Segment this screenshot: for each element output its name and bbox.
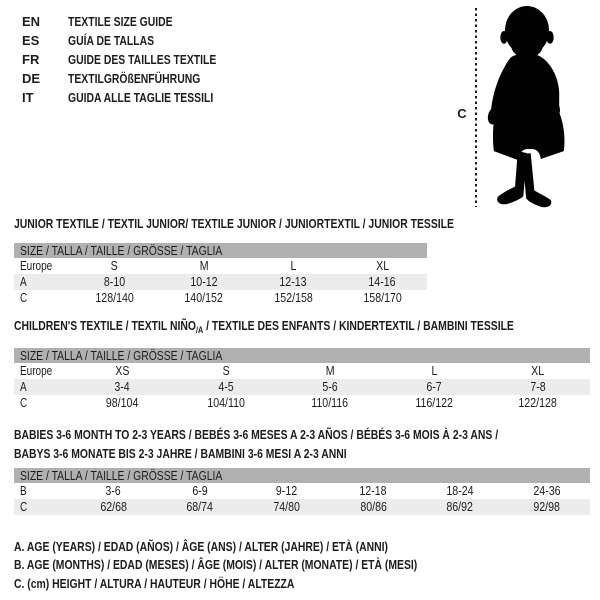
table-cell: 14-16 [368,275,396,289]
language-header [22,12,253,107]
children-table-title [14,319,600,337]
row-label: Europe [20,364,53,378]
table-cell: 92/98 [533,500,560,514]
table-cell: 110/116 [311,396,349,410]
table-cell: 116/122 [415,396,453,410]
table-row [14,379,590,395]
children-size-header-bar [14,348,590,363]
title-subscript: /A [195,325,204,335]
table-row [14,499,590,515]
row-label: Europe [20,259,53,273]
table-cell: 152/158 [273,291,313,305]
table-cell: 24-36 [533,484,561,498]
table-row [14,274,427,290]
table-cell: 7-8 [530,380,546,394]
table-cell: 3-4 [114,380,130,394]
table-cell: 158/170 [363,291,402,305]
row-label: A [20,275,27,289]
lang-code: EN [22,14,41,29]
table-cell: 122/128 [518,396,558,410]
children-size-table [14,348,590,411]
footnote-b [14,556,518,575]
table-cell: 80/86 [360,500,387,514]
table-cell: 74/80 [273,500,300,514]
table-cell: 140/152 [184,291,224,305]
footnote-text: A. AGE (YEARS) / EDAD (AÑOS) / ÂGE (ANS) / ALTER (JAHRE) / ETÀ (ANNI) [14,538,389,554]
babies-title-line2: BABYS 3-6 MONATE BIS 2-3 JAHRE / BAMBINI 3-6 MESI A 2-3 ANNI [14,445,347,461]
lang-row-es [22,31,253,50]
table-cell: XS [114,364,130,378]
lang-code: ES [22,33,40,48]
height-marker-label: C [457,106,467,121]
lang-code: IT [22,90,34,105]
row-label: C [20,396,28,410]
table-cell: 10-12 [190,275,218,289]
table-cell: 104/110 [207,396,245,410]
size-header-label: SIZE / TALLA / TAILLE / GRÖSSE / TAGLIA [20,243,223,258]
table-cell: L [431,364,437,378]
row-label: B [20,484,27,498]
table-cell: 9-12 [276,484,298,498]
table-cell: XL [375,259,389,273]
size-header-label: SIZE / TALLA / TAILLE / GRÖSSE / TAGLIA [20,468,223,483]
footnote-c [14,574,518,593]
junior-table-title [14,217,564,231]
table-row [14,483,590,499]
table-cell: 128/140 [95,291,134,305]
height-dashed-line [475,8,477,207]
footnote-text: C. (cm) HEIGHT / ALTURA / HAUTEUR / HÖHE / ALTEZZA [14,575,295,591]
table-cell: 98/104 [105,396,139,410]
lang-label: GUIDE DES TAILLES TEXTILE [68,52,217,67]
lang-label: TEXTILE SIZE GUIDE [68,14,173,29]
table-cell: M [199,259,209,273]
table-cell: 86/92 [446,500,474,514]
table-cell: 6-7 [426,380,442,394]
lang-label: GUIDA ALLE TAGLIE TESSILI [68,90,214,105]
table-cell: M [325,364,335,378]
babies-title-line1: BABIES 3-6 MONTH TO 2-3 YEARS / BEBÉS 3-6 MESES A 2-3 AÑOS / BÉBÉS 3-6 MOIS À 2-3 ANS / [14,427,499,442]
row-label: A [20,380,27,394]
lang-row-en [22,12,253,31]
table-cell: 12-18 [359,484,387,498]
lang-code: FR [22,52,40,67]
footnotes [14,537,518,593]
toddler-silhouette-icon [481,4,573,210]
table-cell: XL [531,364,545,378]
row-label: C [20,500,28,514]
babies-table-title [14,426,600,463]
table-row [14,290,427,306]
table-cell: 3-6 [105,484,122,498]
table-cell: 12-13 [279,275,307,289]
table-cell: 18-24 [446,484,474,498]
junior-table-title-text: JUNIOR TEXTILE / TEXTIL JUNIOR/ TEXTILE JUNIOR / JUNIORTEXTIL / JUNIOR TESSILE [14,216,454,231]
table-row [14,258,427,274]
table-cell: 8-10 [103,275,126,289]
table-cell: S [111,259,119,273]
footnote-text: B. AGE (MONTHS) / EDAD (MESES) / ÂGE (MOIS) / ALTER (MONATE) / ETÀ (MESI) [14,557,418,573]
footnote-a [14,537,518,556]
size-header-label: SIZE / TALLA / TAILLE / GRÖSSE / TAGLIA [20,348,223,363]
table-cell: 4-5 [218,380,234,394]
children-table-title-text: CHILDREN'S TEXTILE / TEXTIL $NIÑO_{/A}$ / TEXTILE DES ENFANTS / KINDERTEXTIL / BAMBINI TESSILE [14,318,514,335]
table-cell: S [222,364,230,378]
lang-row-it [22,88,253,107]
row-label: C [20,291,28,305]
babies-size-table [14,468,590,515]
table-row [14,395,590,411]
table-row [14,363,590,379]
junior-size-table [14,243,427,306]
table-cell: 68/74 [186,500,214,514]
table-cell: 6-9 [192,484,208,498]
lang-row-de [22,69,253,88]
table-cell: 62/68 [100,500,127,514]
lang-code: DE [22,71,41,86]
table-cell: L [290,259,297,273]
table-cell: 5-6 [322,380,338,394]
lang-row-fr [22,50,253,69]
junior-size-header-bar [14,243,427,258]
lang-label: TEXTILGRÖßENFÜHRUNG [68,71,201,86]
lang-label: GUÍA DE TALLAS [68,33,155,48]
babies-size-header-bar [14,468,590,483]
